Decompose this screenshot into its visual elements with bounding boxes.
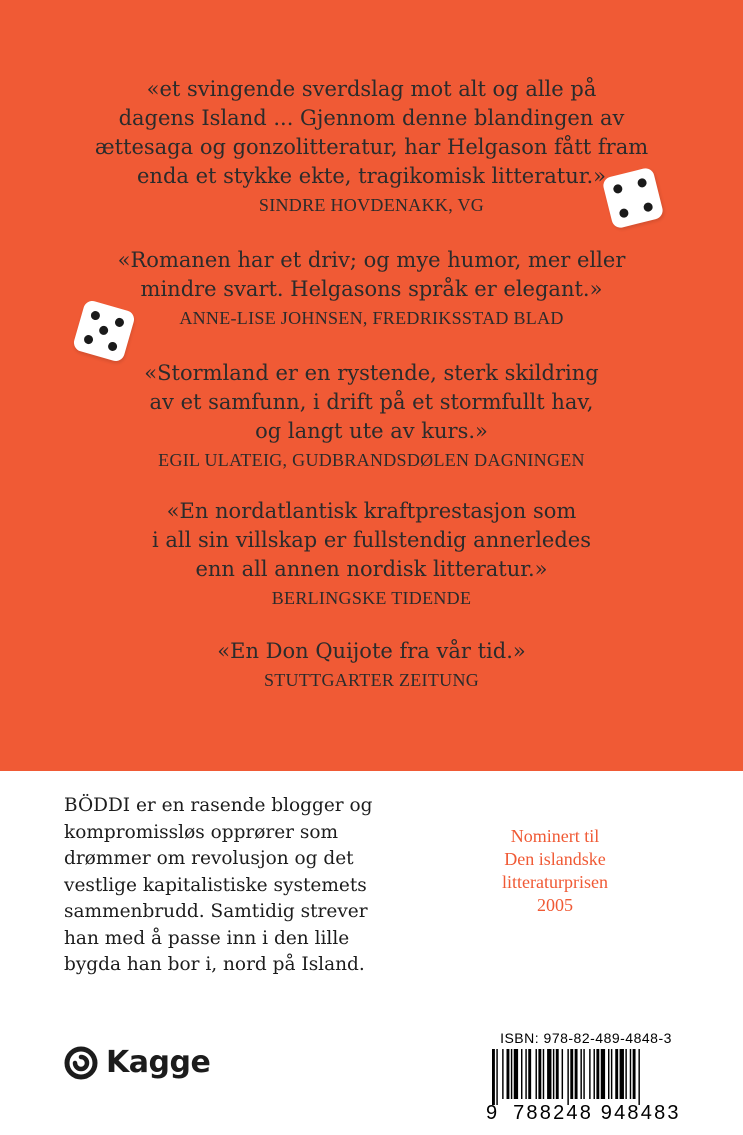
- quote-line: og langt ute av kurs.»: [255, 419, 488, 443]
- quote-line: «Stormland er en rystende, sterk skildring: [144, 361, 599, 385]
- book-description: [64, 793, 404, 979]
- barcode-bar: [521, 1049, 522, 1099]
- quote-1-source: SINDRE HOVDENAKK, VG: [258, 195, 485, 215]
- quote-5-text: [0, 637, 743, 666]
- quote-2-text: [0, 246, 743, 304]
- die-pip: [98, 325, 109, 336]
- barcode-bar: [547, 1049, 551, 1099]
- description-line: bygda han bor i, nord på Island.: [64, 954, 365, 975]
- kagge-spiral-logo-icon: [64, 1046, 98, 1080]
- quote-4-text: [0, 497, 743, 584]
- description-line: BÖDDI er en rasende blogger og: [64, 795, 373, 816]
- barcode-bar: [528, 1049, 531, 1099]
- quote-3-source: EGIL ULATEIG, GUDBRANDSDØLEN DAGNINGEN: [158, 450, 585, 470]
- quote-4-source: BERLINGSKE TIDENDE: [271, 588, 472, 608]
- barcode-bar: [570, 1049, 573, 1099]
- ean-first-digit: 9: [486, 1102, 500, 1124]
- barcode-bars: [486, 1049, 686, 1105]
- nomination-line: Den islandske: [504, 849, 606, 869]
- barcode-bar: [611, 1049, 612, 1099]
- quote-5: [0, 637, 743, 692]
- quote-2-source: ANNE-LISE JOHNSEN, FREDRIKSSTAD BLAD: [179, 308, 564, 328]
- description-line: vestlige kapitalistiske systemets: [64, 874, 367, 896]
- barcode-bar: [596, 1049, 599, 1099]
- barcode-bar: [492, 1049, 495, 1105]
- barcode-bar: [514, 1049, 518, 1099]
- barcode-bar: [553, 1049, 554, 1099]
- barcode-bar: [567, 1049, 568, 1105]
- barcode-bar: [625, 1049, 626, 1099]
- quote-3: [0, 359, 743, 472]
- die-pip: [83, 334, 94, 345]
- quote-line: ættesaga og gonzolitteratur, har Helgason fått fram: [94, 135, 649, 159]
- die-pip: [107, 341, 118, 352]
- publisher-logo: [64, 1045, 210, 1080]
- isbn-label: ISBN: 978-82-489-4848-3: [500, 1030, 672, 1046]
- die-pip: [114, 317, 125, 328]
- barcode-bar: [507, 1049, 510, 1099]
- barcode-bar: [502, 1049, 503, 1099]
- quote-5-source: STUTTGARTER ZEITUNG: [263, 670, 480, 690]
- die-pip: [90, 310, 101, 321]
- barcode-bar: [562, 1049, 563, 1099]
- description-line: sammenbrudd. Samtidig strever: [64, 901, 368, 922]
- barcode-bar: [608, 1049, 609, 1099]
- die-pip: [637, 177, 648, 188]
- quote-line: mindre svart. Helgasons språk er elegant.»: [140, 277, 603, 301]
- barcode-bar: [633, 1049, 636, 1099]
- quote-line: av et samfunn, i drift på et stormfullt hav,: [149, 390, 594, 414]
- ean-rest-digits: 788248 948483: [513, 1102, 681, 1124]
- nomination-line: Nominert til: [510, 826, 600, 846]
- barcode-bar: [580, 1049, 581, 1099]
- barcode-bar: [589, 1049, 590, 1099]
- barcode-bar: [538, 1049, 541, 1099]
- description-line: han med å passe inn i den lille: [64, 927, 350, 949]
- description-line: kompromissløs opprører som: [64, 821, 339, 843]
- quote-line: enn all annen nordisk litteratur.»: [195, 557, 548, 581]
- barcode-bar: [556, 1049, 559, 1099]
- die-pip: [612, 183, 623, 194]
- barcode-bar: [583, 1049, 584, 1099]
- barcode-bar: [615, 1049, 618, 1099]
- quote-4: [0, 497, 743, 610]
- barcode-bar: [620, 1049, 624, 1099]
- barcode-bar: [496, 1049, 497, 1105]
- barcode-bar: [594, 1049, 595, 1099]
- barcode-bar: [536, 1049, 537, 1099]
- quote-line: «Romanen har et driv; og mye humor, mer eller: [117, 248, 626, 272]
- quote-line: «En nordatlantisk kraftprestasjon som: [166, 499, 577, 523]
- isbn-barcode: [486, 1030, 686, 1123]
- barcode-bar: [511, 1049, 512, 1099]
- barcode-bar: [525, 1049, 526, 1099]
- barcode-bar: [601, 1049, 605, 1099]
- quote-line: i all sin villskap er fullstendig annerledes: [151, 528, 591, 552]
- description-line: drømmer om revolusjon og det: [64, 848, 354, 869]
- barcode-bar: [630, 1049, 631, 1099]
- publisher-name: Kagge: [106, 1045, 211, 1080]
- barcode-bar: [575, 1049, 578, 1099]
- barcode-bar: [543, 1049, 544, 1099]
- nomination-line: litteraturprisen: [502, 872, 608, 892]
- quote-3-text: [0, 359, 743, 446]
- quote-line: «En Don Quijote fra vår tid.»: [217, 639, 526, 663]
- die-pip: [618, 208, 629, 219]
- award-nomination: [470, 825, 640, 917]
- quote-line: dagens Island ... Gjennom denne blandingen av: [118, 106, 625, 130]
- die-pip: [643, 202, 654, 213]
- quote-line: «et svingende sverdslag mot alt og alle på: [146, 77, 597, 101]
- nomination-line: 2005: [537, 895, 573, 915]
- ean-digits: [486, 1103, 686, 1123]
- quote-line: enda et stykke ekte, tragikomisk litteratur.»: [137, 164, 606, 188]
- barcode-bar: [638, 1049, 639, 1105]
